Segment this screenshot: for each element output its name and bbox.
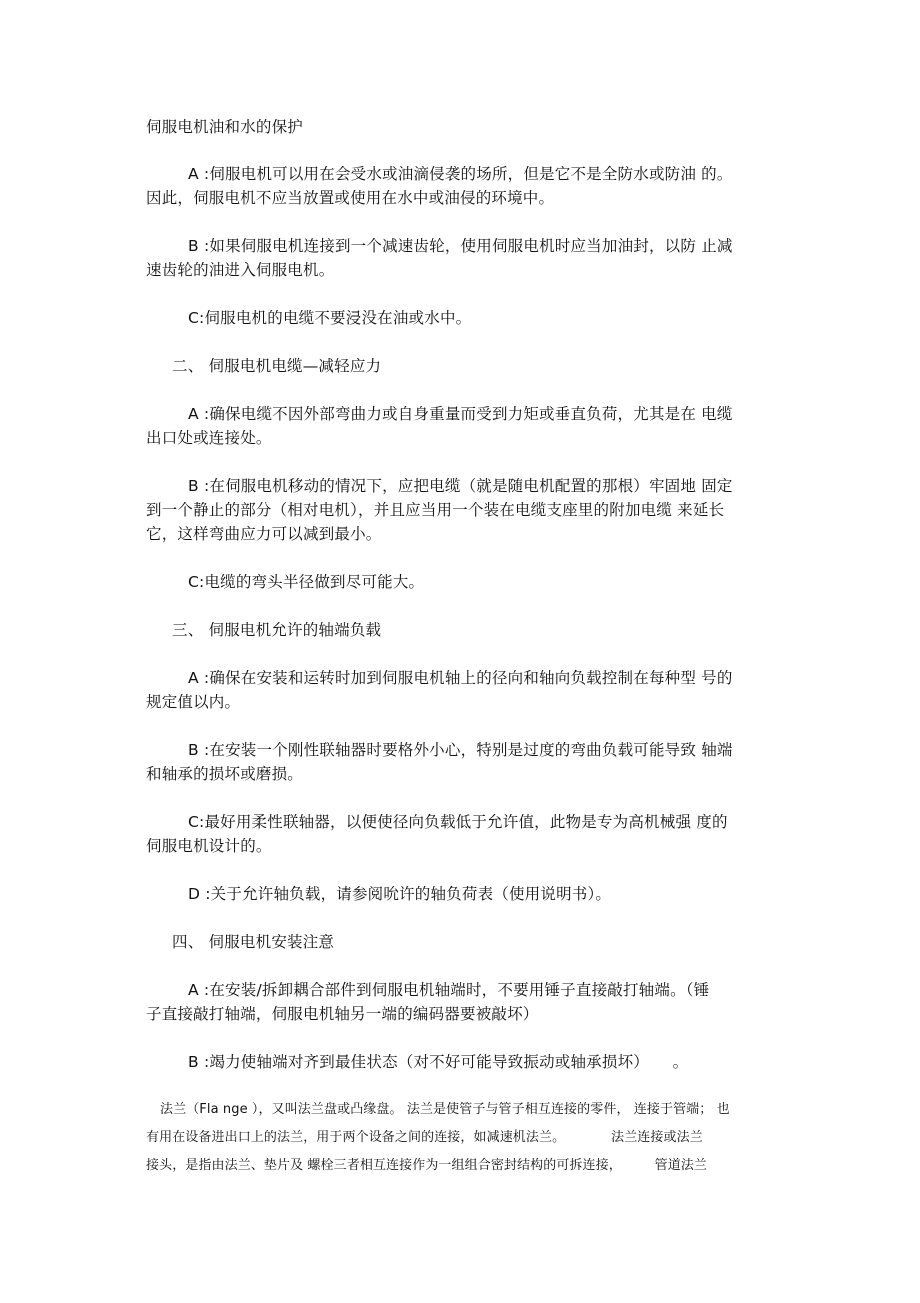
section-heading: 三、 伺服电机允许的轴端负载 <box>172 621 382 639</box>
paragraph-line: 出口处或连接处。 <box>146 429 272 447</box>
paragraph-line: B :竭力使轴端对齐到最佳状态（对不好可能导致振动或轴承损坏） 。 <box>188 1053 689 1071</box>
paragraph-line: B :在伺服电机移动的情况下，应把电缆（就是随电机配置的那根）牢固地 固定 <box>188 477 733 495</box>
paragraph-line: B :在安装一个刚性联轴器时要格外小心，特别是过度的弯曲负载可能导致 轴端 <box>188 741 733 759</box>
paragraph-line: 和轴承的损坏或磨损。 <box>146 765 304 783</box>
footer-line: 有用在设备进出口上的法兰，用于两个设备之间的连接，如减速机法兰。 法兰连接或法兰 <box>146 1130 703 1145</box>
paragraph-line: 它，这样弯曲应力可以减到最小。 <box>146 525 382 543</box>
footer-line: 接头，是指由法兰、垫片及 螺栓三者相互连接作为一组组合密封结构的可拆连接， 管道法兰 <box>146 1158 708 1173</box>
section-heading: 二、 伺服电机电缆—减轻应力 <box>172 357 382 375</box>
paragraph-line: A :确保在安装和运转时加到伺服电机轴上的径向和轴向负载控制在每种型 号的 <box>188 669 733 687</box>
paragraph-line: C:电缆的弯头半径做到尽可能大。 <box>188 573 425 591</box>
paragraph-line: D :关于允许轴负载，请参阅吮许的轴负荷表（使用说明书）。 <box>188 885 612 903</box>
paragraph-line: A :确保电缆不因外部弯曲力或自身重量而受到力矩或垂直负荷，尤其是在 电缆 <box>188 405 733 423</box>
paragraph-line: 因此，伺服电机不应当放置或使用在水中或油侵的环境中。 <box>146 189 555 207</box>
paragraph-line: 子直接敲打轴端，伺服电机轴另一端的编码器要被敲坏） <box>146 1005 539 1023</box>
section-heading: 四、 伺服电机安装注意 <box>172 933 335 951</box>
paragraph-line: 伺服电机设计的。 <box>146 837 272 855</box>
paragraph-line: A :在安装/拆卸耦合部件到伺服电机轴端时，不要用锤子直接敲打轴端。（锤 <box>188 981 710 999</box>
paragraph-line: B :如果伺服电机连接到一个减速齿轮，使用伺服电机时应当加油封，以防 止减 <box>188 237 733 255</box>
page-title: 伺服电机油和水的保护 <box>146 118 304 136</box>
paragraph-line: 速齿轮的油进入伺服电机。 <box>146 261 335 279</box>
footer-line: 法兰（Fla nge ），又叫法兰盘或凸缘盘。 法兰是使管子与管子相互连接的零件， 连接于管端； 也 <box>160 1102 730 1117</box>
paragraph-line: C:伺服电机的电缆不要浸没在油或水中。 <box>188 309 472 327</box>
paragraph-line: C:最好用柔性联轴器，以便使径向负载低于允许值，此物是专为高机械强 度的 <box>188 813 728 831</box>
paragraph-line: 规定值以内。 <box>146 693 241 711</box>
paragraph-line: A :伺服电机可以用在会受水或油滴侵袭的场所，但是它不是全防水或防油 的。 <box>188 165 733 183</box>
paragraph-line: 到一个静止的部分（相对电机），并且应当用一个装在电缆支座里的附加电缆 来延长 <box>146 501 725 519</box>
